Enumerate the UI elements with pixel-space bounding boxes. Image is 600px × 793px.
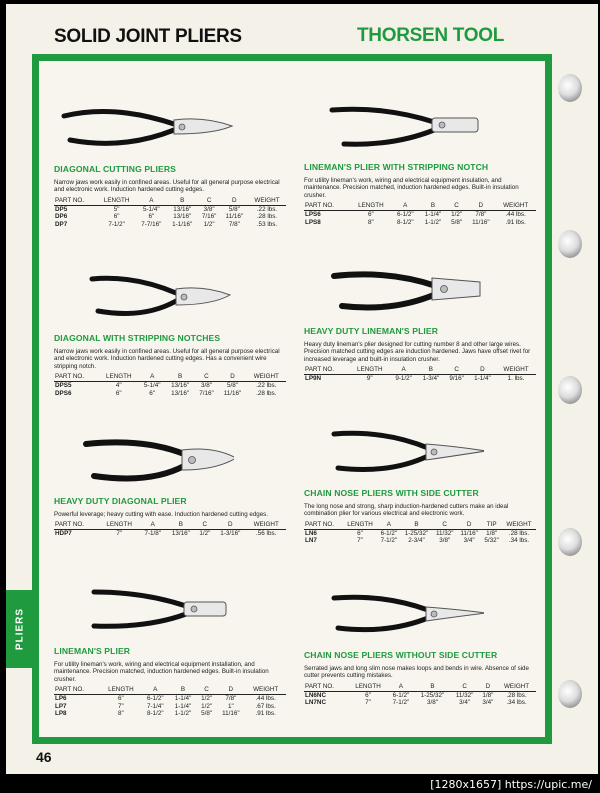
column-header: LENGTH (348, 683, 387, 692)
spec-cell: 11/16" (225, 213, 244, 221)
spec-table (54, 521, 286, 537)
catalog-page (6, 4, 598, 774)
spec-cell: 6" (113, 213, 120, 221)
column-header: A (391, 202, 419, 211)
spec-cell: 3/4" (482, 699, 494, 707)
spec-cell: 7-1/2" (392, 699, 410, 707)
chain-nose-plier-icon (304, 586, 484, 646)
product-description: For utility lineman's work, wiring and electrical equipment installation, and maintenance. Precision matched, induction hardened edges. Built-in insulation crusher. (54, 661, 269, 683)
part-number: LPS6 (305, 211, 321, 219)
column-header: B (419, 202, 447, 211)
product-description: The long nose and strong, sharp induction-hardened cutters make an ideal combination plier for various electrical and electronic work. (304, 503, 509, 518)
spec-cell: 6" (117, 695, 124, 703)
product-title: LINEMAN'S PLIER WITH STRIPPING NOTCH (304, 162, 489, 172)
spec-cell: 1-1/4" (474, 375, 491, 383)
spec-cell: 7/8" (228, 220, 240, 228)
spec-cell: 6" (367, 211, 374, 219)
part-number: LP7 (55, 702, 67, 710)
column-header: B (169, 686, 197, 695)
column-header: PART NO. (304, 683, 348, 692)
product-heavy-duty-diagonal-plier (54, 432, 286, 538)
spec-cell: 1-1/4" (174, 702, 192, 710)
column-header: LENGTH (350, 202, 391, 211)
spec-cell: .91 lbs. (255, 710, 276, 718)
column-header: WEIGHT (496, 366, 536, 375)
spec-cell: 1-25/32" (420, 691, 445, 699)
product-description: Serrated jaws and long slim nose makes loops and bends in wire. Absence of side cutter prevents cutting mistakes. (304, 665, 529, 680)
binder-hole-icon (558, 680, 582, 708)
spec-cell: .34 lbs. (506, 699, 527, 707)
binder-hole-icon (558, 230, 582, 258)
spec-cell: 7" (365, 699, 371, 707)
product-description: Heavy duty lineman's plier designed for cutting number 8 and other large wires. Precision matched cutting edges are induction hardened. Jaws have offset rivet for increased leverage and built-in insulation crusher. (304, 341, 531, 363)
spec-cell: 11/16" (472, 218, 490, 226)
spec-cell: 4" (115, 382, 122, 390)
column-header: D (457, 521, 481, 530)
column-header: PART NO. (54, 197, 97, 206)
column-header: LENGTH (350, 366, 390, 375)
column-header: D (216, 686, 245, 695)
column-header: C (198, 197, 221, 206)
product-chain-nose-no-cutter (304, 586, 536, 707)
table-row (54, 390, 286, 397)
part-number: LN6NC (305, 691, 326, 699)
spec-cell: 6" (365, 691, 371, 699)
spec-cell: 3/8" (203, 205, 215, 213)
part-number: DPS5 (55, 382, 72, 390)
table-row (304, 537, 536, 544)
part-number: DP5 (55, 205, 68, 213)
spec-cell: 11/16" (223, 389, 242, 397)
column-header: PART NO. (54, 521, 99, 530)
diagonal-plier-icon (54, 100, 234, 160)
spec-cell: 5-1/4" (143, 382, 161, 390)
column-header: PART NO. (54, 373, 99, 382)
spec-cell: 1" (227, 702, 234, 710)
product-title: DIAGONAL CUTTING PLIERS (54, 164, 176, 174)
column-header: D (469, 366, 496, 375)
product-heavy-duty-linemans-plier (304, 262, 536, 383)
spec-cell: 5/8" (201, 710, 213, 718)
table-row (304, 211, 536, 219)
spec-cell: 3/8" (200, 382, 212, 390)
table-row (304, 691, 536, 699)
spec-cell: 1/2" (451, 211, 463, 219)
spec-cell: .28 lbs. (506, 691, 527, 699)
column-header: B (166, 373, 195, 382)
binder-hole-icon (558, 528, 582, 556)
column-header: D (466, 202, 495, 211)
spec-cell: 7" (357, 537, 363, 545)
spec-cell: 1. lbs. (507, 375, 525, 383)
spec-cell: 6" (115, 389, 122, 397)
column-header: LENGTH (100, 686, 141, 695)
heavy-duty-plier-icon (304, 262, 484, 322)
spec-cell: 8" (117, 710, 124, 718)
column-header: PART NO. (54, 686, 100, 695)
table-row (54, 213, 286, 220)
spec-cell: .44 lbs. (255, 695, 276, 703)
spec-cell: 1-1/4" (174, 695, 192, 703)
column-header: D (214, 521, 246, 530)
spec-cell: .53 lbs. (256, 220, 278, 228)
spec-cell: 7/16" (201, 213, 217, 221)
column-header: PART NO. (304, 521, 343, 530)
spec-table (304, 366, 536, 382)
spec-cell: 5/32" (484, 537, 499, 545)
part-number: DP7 (55, 220, 68, 228)
spec-cell: 3/4" (459, 699, 471, 707)
product-linemans-plier (54, 582, 286, 717)
spec-cell: 1-1/2" (424, 218, 442, 226)
spec-cell: 8-1/2" (146, 710, 164, 718)
column-header: WEIGHT (247, 373, 286, 382)
column-header: D (218, 373, 246, 382)
column-header: A (139, 373, 166, 382)
spec-table (54, 197, 286, 228)
spec-cell: 7-1/4" (146, 702, 164, 710)
column-header: C (451, 683, 479, 692)
spec-cell: 5/8" (228, 205, 240, 213)
spec-cell: 3/8" (439, 537, 451, 545)
spec-cell: 1/2" (201, 702, 213, 710)
column-header: C (445, 366, 469, 375)
column-header: B (401, 521, 433, 530)
spec-cell: 7/16" (199, 389, 214, 397)
spec-cell: 1-3/4" (422, 375, 440, 383)
spec-cell: .67 lbs. (255, 702, 276, 710)
spec-cell: 7" (116, 530, 123, 538)
product-title: CHAIN NOSE PLIERS WITHOUT SIDE CUTTER (304, 650, 498, 660)
table-row (304, 375, 536, 383)
part-number: LP9N (305, 375, 322, 383)
spec-table (304, 521, 536, 545)
product-description: Narrow jaws work easily in confined areas. Useful for all general purpose electrical and electronic work. Induction hardened cutting edges. (54, 179, 280, 194)
product-linemans-stripping-notch (304, 98, 536, 226)
spec-cell: 13/16" (171, 389, 190, 397)
part-number: LN6 (305, 529, 317, 537)
column-header: A (136, 197, 167, 206)
spec-cell: 5-1/4" (143, 205, 160, 213)
part-number: DP6 (55, 213, 68, 221)
heavy-duty-plier-icon (54, 432, 234, 492)
spec-cell: 6-1/2" (146, 695, 164, 703)
spec-table (304, 683, 536, 707)
binder-hole-icon (558, 376, 582, 404)
column-header: A (141, 686, 169, 695)
table-row (54, 382, 286, 390)
spec-cell: 8-1/2" (396, 218, 414, 226)
page-number: 46 (36, 749, 52, 765)
part-number: LP6 (55, 695, 67, 703)
product-diagonal-stripping-notches (54, 269, 286, 397)
part-number: LN7 (305, 537, 317, 545)
part-number: LP8 (55, 710, 67, 718)
spec-cell: .22 lbs. (256, 382, 277, 390)
column-header: A (388, 683, 415, 692)
chain-nose-plier-icon (304, 424, 484, 484)
table-row (54, 205, 286, 213)
spec-cell: 5/8" (451, 218, 463, 226)
column-header: WEIGHT (245, 686, 286, 695)
column-header: PART NO. (304, 366, 350, 375)
column-header: B (167, 197, 198, 206)
spec-cell: 9-1/2" (395, 375, 412, 383)
binder-hole-icon (558, 74, 582, 102)
column-header: WEIGHT (502, 521, 536, 530)
spec-cell: 11/16" (222, 710, 240, 718)
column-header: LENGTH (99, 521, 139, 530)
lineman-plier-icon (54, 582, 234, 642)
column-header: WEIGHT (495, 202, 536, 211)
spec-cell: .44 lbs. (505, 211, 526, 219)
spec-table (304, 202, 536, 226)
product-title: LINEMAN'S PLIER (54, 646, 131, 656)
spec-cell: .28 lbs. (508, 529, 530, 537)
spec-cell: 1-25/32" (404, 529, 429, 537)
spec-cell: 1-1/16" (172, 220, 193, 228)
spec-cell: 11/32" (455, 691, 474, 699)
column-header: TIP (481, 521, 502, 530)
product-diagonal-cutting-pliers (54, 100, 286, 228)
column-header: A (139, 521, 166, 530)
column-header: C (195, 373, 219, 382)
column-header: WEIGHT (497, 683, 536, 692)
spec-cell: 7/8" (225, 695, 237, 703)
page-title: SOLID JOINT PLIERS (54, 26, 242, 47)
part-number: LPS8 (305, 218, 321, 226)
spec-cell: 1-3/16" (220, 530, 241, 538)
spec-cell: 6-1/2" (380, 529, 398, 537)
lineman-plier-icon (304, 98, 484, 158)
part-number: HDP7 (55, 530, 72, 538)
product-description: Narrow jaws work easily in confined areas. Useful for all general purpose electrical and electronic work. Induction hardened cutting edges. Has a convenient wire stripping notch. (54, 348, 280, 370)
spec-cell: 13/16" (171, 382, 190, 390)
spec-cell: 11/16" (460, 529, 478, 537)
brand-title: THORSEN TOOL (357, 25, 504, 46)
product-chain-nose-side-cutter (304, 424, 536, 545)
spec-cell: 13/16" (173, 213, 192, 221)
column-header: D (479, 683, 498, 692)
spec-cell: 1/8" (482, 691, 494, 699)
column-header: PART NO. (304, 202, 350, 211)
spec-cell: 5" (113, 205, 120, 213)
spec-cell: 6-1/2" (392, 691, 410, 699)
column-header: WEIGHT (246, 521, 286, 530)
column-header: LENGTH (97, 197, 135, 206)
spec-cell: 1/2" (203, 220, 215, 228)
table-row (54, 530, 286, 538)
column-header: LENGTH (343, 521, 377, 530)
column-header: B (417, 366, 444, 375)
column-header: C (433, 521, 457, 530)
spec-cell: 13/16" (171, 530, 190, 538)
column-header: LENGTH (99, 373, 139, 382)
table-row (54, 703, 286, 710)
spec-cell: 9" (366, 375, 373, 383)
spec-cell: 1-1/2" (174, 710, 192, 718)
column-header: A (390, 366, 417, 375)
product-title: DIAGONAL WITH STRIPPING NOTCHES (54, 333, 221, 343)
table-row (304, 529, 536, 537)
spec-cell: 7-1/2" (380, 537, 398, 545)
spec-cell: .28 lbs. (256, 213, 278, 221)
side-tab-label: PLIERS (14, 607, 25, 651)
spec-cell: 1/8" (486, 529, 498, 537)
table-row (304, 699, 536, 706)
spec-cell: 7-7/16" (141, 220, 162, 228)
spec-cell: 2-3/4" (408, 537, 425, 545)
column-header: C (195, 521, 214, 530)
part-number: DPS6 (55, 389, 72, 397)
table-row (54, 221, 286, 228)
spec-table (54, 686, 286, 717)
spec-table (54, 373, 286, 397)
table-row (54, 695, 286, 703)
spec-cell: .22 lbs. (256, 205, 278, 213)
side-tab (6, 590, 33, 668)
spec-cell: 8" (367, 218, 374, 226)
table-row (304, 219, 536, 226)
spec-cell: 6" (149, 389, 156, 397)
spec-cell: 7-1/2" (108, 220, 125, 228)
spec-cell: 6-1/2" (396, 211, 414, 219)
product-description: Powerful leverage; heavy cutting with ease. Induction hardened cutting edges. (54, 511, 268, 518)
spec-cell: .91 lbs. (505, 218, 526, 226)
spec-cell: 1/2" (201, 695, 213, 703)
product-title: HEAVY DUTY DIAGONAL PLIER (54, 496, 187, 506)
column-header: B (166, 521, 195, 530)
column-header: A (377, 521, 400, 530)
spec-cell: .56 lbs. (256, 530, 277, 538)
spec-cell: 3/8" (426, 699, 438, 707)
column-header: WEIGHT (248, 197, 286, 206)
spec-cell: 9/16" (449, 375, 464, 383)
spec-cell: 6" (357, 529, 363, 537)
column-header: C (447, 202, 466, 211)
spec-cell: 6" (148, 213, 155, 221)
spec-cell: 1/2" (199, 530, 211, 538)
spec-cell: 7" (117, 702, 124, 710)
diagonal-plier-icon (54, 269, 234, 329)
spec-cell: 5/8" (227, 382, 238, 390)
column-header: D (221, 197, 248, 206)
spec-cell: 7/8" (475, 211, 487, 219)
spec-cell: .28 lbs. (256, 389, 277, 397)
footer-watermark: [1280x1657] https://upic.me/ (430, 778, 592, 791)
spec-cell: 7-1/8" (144, 530, 162, 538)
spec-cell: 11/32" (435, 529, 454, 537)
part-number: LN7NC (305, 699, 326, 707)
column-header: B (414, 683, 451, 692)
product-title: CHAIN NOSE PLIERS WITH SIDE CUTTER (304, 488, 479, 498)
spec-cell: 1-1/4" (424, 211, 442, 219)
spec-cell: 3/4" (463, 537, 475, 545)
spec-cell: .34 lbs. (508, 537, 530, 545)
product-title: HEAVY DUTY LINEMAN'S PLIER (304, 326, 439, 336)
column-header: C (197, 686, 216, 695)
spec-cell: 13/16" (173, 205, 192, 213)
product-description: For utility lineman's work, wiring and electrical equipment insulation, and maintenance. Precision matched, induction hardened edges. Built-in insulation crusher. (304, 177, 519, 199)
table-row (54, 710, 286, 717)
